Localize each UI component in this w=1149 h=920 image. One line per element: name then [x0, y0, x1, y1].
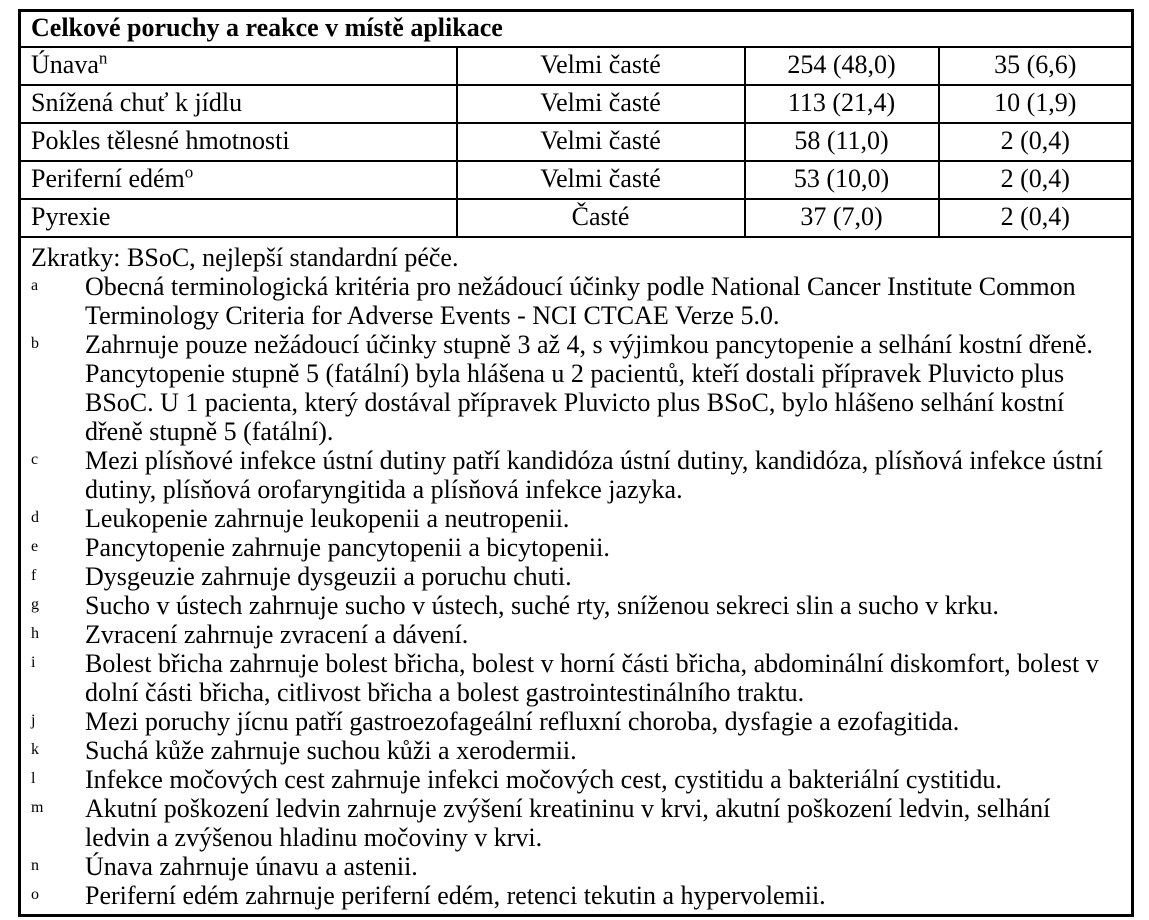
footnote-text: Akutní poškození ledvin zahrnuje zvýšení kreatininu v krvi, akutní poškození ledvin, selhání ledvin a zvýšenou hladinu močoviny v krvi.	[85, 793, 1051, 852]
footnote-item	[29, 707, 1117, 736]
table-row	[20, 123, 1133, 161]
reaction-name: Snížená chuť k jídlu	[31, 87, 243, 117]
footnote-item	[29, 765, 1117, 794]
footnote-text: Infekce močových cest zahrnuje infekci močových cest, cystitidu a bakteriální cystitidu.	[85, 764, 1002, 794]
footnote-text: Leukopenie zahrnuje leukopenii a neutropenii.	[85, 503, 570, 533]
footnote-item	[29, 649, 1117, 707]
reaction-name-cell	[20, 199, 457, 237]
footnote-item	[29, 852, 1117, 881]
footnote-item	[29, 272, 1117, 330]
section-header: Celkové poruchy a reakce v místě aplikace	[20, 11, 1133, 47]
footnote-item	[29, 620, 1117, 649]
footnote-item	[29, 330, 1117, 446]
footnote-text: Periferní edém zahrnuje periferní edém, retenci tekutin a hypervolemii.	[85, 880, 826, 910]
footnote-marker: o	[31, 885, 39, 903]
reaction-name-cell	[20, 47, 457, 85]
footnote-reference: o	[184, 161, 194, 181]
frequency-cell: Velmi časté	[457, 85, 745, 123]
table-row	[20, 85, 1133, 123]
footnote-item	[29, 591, 1117, 620]
footnote-marker: h	[31, 624, 39, 642]
footnote-text: Pancytopenie zahrnuje pancytopenii a bicytopenii.	[85, 532, 610, 562]
grade-3-4-value-cell: 10 (1,9)	[939, 85, 1133, 123]
footnote-text: Suchá kůže zahrnuje suchou kůži a xerodermii.	[85, 735, 577, 765]
footnote-marker: l	[31, 769, 36, 787]
footnote-marker: m	[31, 798, 44, 816]
footnote-marker: f	[31, 566, 37, 584]
grade-3-4-value-cell: 35 (6,6)	[939, 47, 1133, 85]
footnote-item	[29, 504, 1117, 533]
frequency-cell: Velmi časté	[457, 47, 745, 85]
abbreviations-line: Zkratky: BSoC, nejlepší standardní péče.	[31, 242, 459, 272]
footnote-text: Zahrnuje pouze nežádoucí účinky stupně 3 až 4, s výjimkou pancytopenie a selhání kostní dřeně. Pancytopenie stupně 5 (fatální) byla hlášena u 2 pacientů, kteří dostali přípravek Pluvicto plus BSoC. U 1 pacienta, který dostával přípravek Pluvicto plus BSoC, bylo hlášeno selhání kostní dřeně stupně 5 (fatální).	[85, 329, 1093, 446]
footnote-item	[29, 446, 1117, 504]
all-grades-value-cell: 113 (21,4)	[745, 85, 939, 123]
footnote-item	[29, 881, 1117, 910]
footnote-text: Mezi poruchy jícnu patří gastroezofageální refluxní choroba, dysfagie a ezofagitida.	[85, 706, 960, 736]
footnote-item	[29, 533, 1117, 562]
reaction-name: Pyrexie	[31, 201, 111, 231]
footnote-marker: n	[31, 856, 39, 874]
table-row	[20, 161, 1133, 199]
reaction-name: Pokles tělesné hmotnosti	[31, 125, 290, 155]
footnote-marker: c	[31, 450, 39, 468]
footnotes-section	[20, 237, 1133, 916]
footnote-marker: e	[31, 537, 39, 555]
reaction-name: Únava	[31, 49, 99, 79]
footnote-item	[29, 562, 1117, 591]
reaction-name-cell	[20, 123, 457, 161]
all-grades-value-cell: 37 (7,0)	[745, 199, 939, 237]
footnote-item	[29, 736, 1117, 765]
footnote-text: Mezi plísňové infekce ústní dutiny patří kandidóza ústní dutiny, kandidóza, plísňová infekce ústní dutiny, plísňová orofaryngitida a plísňová infekce jazyka.	[85, 445, 1103, 504]
all-grades-value-cell: 53 (10,0)	[745, 161, 939, 199]
grade-3-4-value-cell: 2 (0,4)	[939, 199, 1133, 237]
footnote-text: Únava zahrnuje únavu a astenii.	[85, 851, 418, 881]
all-grades-value-cell: 254 (48,0)	[745, 47, 939, 85]
footnote-text: Zvracení zahrnuje zvracení a dávení.	[85, 619, 469, 649]
table-row	[20, 199, 1133, 237]
footnote-marker: a	[31, 276, 39, 294]
footnote-text: Sucho v ústech zahrnuje sucho v ústech, suché rty, sníženou sekreci slin a sucho v krku.	[85, 590, 999, 620]
footnote-marker: d	[31, 508, 39, 526]
section-header-row	[20, 11, 1133, 47]
adverse-reactions-table	[18, 9, 1134, 917]
reaction-name-cell	[20, 85, 457, 123]
footnote-item	[29, 794, 1117, 852]
footnote-text: Bolest břicha zahrnuje bolest břicha, bolest v horní části břicha, abdominální diskomfort, bolest v dolní části břicha, citlivost břicha a bolest gastrointestinálního traktu.	[85, 648, 1099, 707]
footnote-text: Dysgeuzie zahrnuje dysgeuzii a poruchu chuti.	[85, 561, 572, 591]
all-grades-value-cell: 58 (11,0)	[745, 123, 939, 161]
footnote-marker: i	[31, 653, 36, 671]
footnote-marker: k	[31, 740, 39, 758]
footnote-marker: g	[31, 595, 39, 613]
frequency-cell: Velmi časté	[457, 161, 745, 199]
reaction-name: Periferní edém	[31, 163, 185, 193]
grade-3-4-value-cell: 2 (0,4)	[939, 161, 1133, 199]
reaction-name-cell	[20, 161, 457, 199]
grade-3-4-value-cell: 2 (0,4)	[939, 123, 1133, 161]
footnotes-row	[20, 237, 1133, 916]
footnote-marker: b	[31, 334, 39, 352]
frequency-cell: Velmi časté	[457, 123, 745, 161]
frequency-cell: Časté	[457, 199, 745, 237]
footnote-marker: j	[31, 711, 36, 729]
footnote-text: Obecná terminologická kritéria pro nežádoucí účinky podle National Cancer Institute Common Terminology Criteria for Adverse Events - NCI CTCAE Verze 5.0.	[85, 271, 1076, 330]
table-row	[20, 47, 1133, 85]
footnote-reference: n	[98, 47, 108, 67]
